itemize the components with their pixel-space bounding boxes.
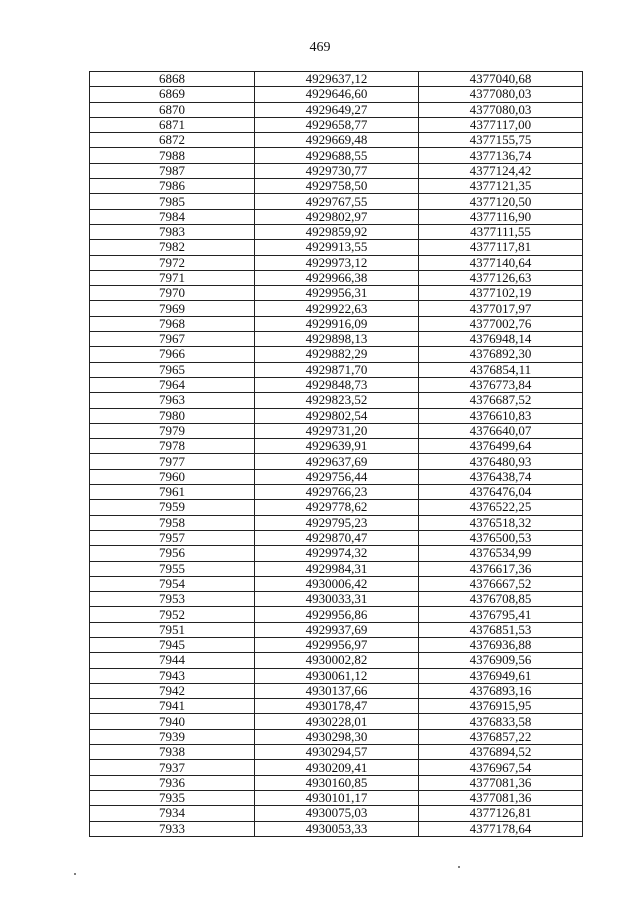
table-row [90,72,583,87]
coordinates-table [89,71,583,837]
x-coordinate-cell: 4929731,20 [255,423,419,438]
y-coordinate-cell: 4376892,30 [419,347,583,362]
point-number-cell: 7957 [90,530,255,545]
y-coordinate-cell: 4376915,95 [419,699,583,714]
y-coordinate-cell: 4377140,64 [419,255,583,270]
y-coordinate-cell: 4376857,22 [419,729,583,744]
x-coordinate-cell: 4930228,01 [255,714,419,729]
point-number-cell: 7984 [90,209,255,224]
y-coordinate-cell: 4377040,68 [419,72,583,87]
table-row [90,683,583,698]
x-coordinate-cell: 4929658,77 [255,117,419,132]
y-coordinate-cell: 4377155,75 [419,133,583,148]
x-coordinate-cell: 4930053,33 [255,821,419,836]
table-row [90,760,583,775]
point-number-cell: 7971 [90,270,255,285]
x-coordinate-cell: 4929730,77 [255,163,419,178]
table-row [90,515,583,530]
point-number-cell: 7941 [90,699,255,714]
x-coordinate-cell: 4929956,31 [255,286,419,301]
point-number-cell: 7982 [90,240,255,255]
y-coordinate-cell: 4377116,90 [419,209,583,224]
x-coordinate-cell: 4929639,91 [255,439,419,454]
point-number-cell: 7936 [90,775,255,790]
table-row [90,408,583,423]
point-number-cell: 7954 [90,576,255,591]
table-row [90,224,583,239]
point-number-cell: 6869 [90,87,255,102]
point-number-cell: 7955 [90,561,255,576]
x-coordinate-cell: 4929937,69 [255,622,419,637]
x-coordinate-cell: 4929859,92 [255,224,419,239]
point-number-cell: 7988 [90,148,255,163]
table-row [90,316,583,331]
table-row [90,194,583,209]
table-row [90,347,583,362]
point-number-cell: 7972 [90,255,255,270]
y-coordinate-cell: 4376518,32 [419,515,583,530]
x-coordinate-cell: 4930137,66 [255,683,419,698]
x-coordinate-cell: 4929688,55 [255,148,419,163]
y-coordinate-cell: 4376534,99 [419,546,583,561]
point-number-cell: 7985 [90,194,255,209]
table-row [90,561,583,576]
table-row [90,729,583,744]
point-number-cell: 7963 [90,393,255,408]
x-coordinate-cell: 4929871,70 [255,362,419,377]
y-coordinate-cell: 4376894,52 [419,745,583,760]
x-coordinate-cell: 4929758,50 [255,179,419,194]
table-row [90,255,583,270]
table-row [90,423,583,438]
x-coordinate-cell: 4929984,31 [255,561,419,576]
point-number-cell: 7935 [90,790,255,805]
coordinates-table-body [90,72,583,837]
scan-speck [458,866,460,868]
y-coordinate-cell: 4377117,00 [419,117,583,132]
x-coordinate-cell: 4929956,97 [255,637,419,652]
table-row [90,102,583,117]
table-row [90,775,583,790]
table-row [90,332,583,347]
y-coordinate-cell: 4376854,11 [419,362,583,377]
y-coordinate-cell: 4376640,07 [419,423,583,438]
point-number-cell: 7951 [90,622,255,637]
y-coordinate-cell: 4376893,16 [419,683,583,698]
table-row [90,576,583,591]
table-row [90,653,583,668]
y-coordinate-cell: 4376499,64 [419,439,583,454]
point-number-cell: 6872 [90,133,255,148]
x-coordinate-cell: 4929882,29 [255,347,419,362]
table-row [90,485,583,500]
table-row [90,607,583,622]
point-number-cell: 6870 [90,102,255,117]
table-row [90,622,583,637]
point-number-cell: 7953 [90,592,255,607]
table-row [90,668,583,683]
y-coordinate-cell: 4376936,88 [419,637,583,652]
table-row [90,240,583,255]
y-coordinate-cell: 4377120,50 [419,194,583,209]
table-row [90,133,583,148]
table-row [90,163,583,178]
x-coordinate-cell: 4930101,17 [255,790,419,805]
x-coordinate-cell: 4929973,12 [255,255,419,270]
x-coordinate-cell: 4929669,48 [255,133,419,148]
table-row [90,806,583,821]
x-coordinate-cell: 4929756,44 [255,469,419,484]
table-row [90,821,583,836]
x-coordinate-cell: 4930061,12 [255,668,419,683]
x-coordinate-cell: 4929802,54 [255,408,419,423]
x-coordinate-cell: 4929637,12 [255,72,419,87]
point-number-cell: 6871 [90,117,255,132]
table-row [90,117,583,132]
y-coordinate-cell: 4377017,97 [419,301,583,316]
y-coordinate-cell: 4377117,81 [419,240,583,255]
y-coordinate-cell: 4377080,03 [419,87,583,102]
point-number-cell: 7969 [90,301,255,316]
table-row [90,286,583,301]
table-row [90,377,583,392]
y-coordinate-cell: 4376967,54 [419,760,583,775]
x-coordinate-cell: 4929966,38 [255,270,419,285]
x-coordinate-cell: 4929922,63 [255,301,419,316]
y-coordinate-cell: 4376522,25 [419,500,583,515]
table-row [90,301,583,316]
table-row [90,393,583,408]
x-coordinate-cell: 4929956,86 [255,607,419,622]
x-coordinate-cell: 4930160,85 [255,775,419,790]
point-number-cell: 7977 [90,454,255,469]
point-number-cell: 7961 [90,485,255,500]
table-row [90,87,583,102]
point-number-cell: 7986 [90,179,255,194]
table-row [90,745,583,760]
point-number-cell: 7960 [90,469,255,484]
y-coordinate-cell: 4376438,74 [419,469,583,484]
point-number-cell: 7938 [90,745,255,760]
x-coordinate-cell: 4929974,32 [255,546,419,561]
y-coordinate-cell: 4377126,81 [419,806,583,821]
scan-speck [74,873,76,875]
table-row [90,362,583,377]
y-coordinate-cell: 4377136,74 [419,148,583,163]
point-number-cell: 7933 [90,821,255,836]
point-number-cell: 7965 [90,362,255,377]
y-coordinate-cell: 4376480,93 [419,454,583,469]
x-coordinate-cell: 4929767,55 [255,194,419,209]
y-coordinate-cell: 4377002,76 [419,316,583,331]
x-coordinate-cell: 4929646,60 [255,87,419,102]
y-coordinate-cell: 4376773,84 [419,377,583,392]
table-row [90,500,583,515]
y-coordinate-cell: 4376851,53 [419,622,583,637]
x-coordinate-cell: 4930298,30 [255,729,419,744]
x-coordinate-cell: 4930002,82 [255,653,419,668]
table-row [90,546,583,561]
table-row [90,530,583,545]
x-coordinate-cell: 4929778,62 [255,500,419,515]
y-coordinate-cell: 4377124,42 [419,163,583,178]
y-coordinate-cell: 4377081,36 [419,775,583,790]
point-number-cell: 7944 [90,653,255,668]
point-number-cell: 7945 [90,637,255,652]
x-coordinate-cell: 4929649,27 [255,102,419,117]
y-coordinate-cell: 4376909,56 [419,653,583,668]
point-number-cell: 7967 [90,332,255,347]
point-number-cell: 7966 [90,347,255,362]
table-row [90,209,583,224]
table-row [90,270,583,285]
point-number-cell: 7959 [90,500,255,515]
point-number-cell: 7937 [90,760,255,775]
point-number-cell: 7952 [90,607,255,622]
x-coordinate-cell: 4930178,47 [255,699,419,714]
page-number: 469 [309,40,331,55]
point-number-cell: 7942 [90,683,255,698]
x-coordinate-cell: 4930006,42 [255,576,419,591]
y-coordinate-cell: 4377081,36 [419,790,583,805]
y-coordinate-cell: 4376667,52 [419,576,583,591]
point-number-cell: 7968 [90,316,255,331]
y-coordinate-cell: 4377126,63 [419,270,583,285]
y-coordinate-cell: 4376617,36 [419,561,583,576]
point-number-cell: 6868 [90,72,255,87]
y-coordinate-cell: 4376610,83 [419,408,583,423]
point-number-cell: 7980 [90,408,255,423]
point-number-cell: 7983 [90,224,255,239]
x-coordinate-cell: 4930033,31 [255,592,419,607]
x-coordinate-cell: 4929848,73 [255,377,419,392]
table-row [90,699,583,714]
x-coordinate-cell: 4930209,41 [255,760,419,775]
point-number-cell: 7958 [90,515,255,530]
y-coordinate-cell: 4376833,58 [419,714,583,729]
y-coordinate-cell: 4376949,61 [419,668,583,683]
x-coordinate-cell: 4929898,13 [255,332,419,347]
point-number-cell: 7987 [90,163,255,178]
y-coordinate-cell: 4376500,53 [419,530,583,545]
x-coordinate-cell: 4930294,57 [255,745,419,760]
table-row [90,454,583,469]
table-row [90,790,583,805]
y-coordinate-cell: 4376687,52 [419,393,583,408]
point-number-cell: 7978 [90,439,255,454]
x-coordinate-cell: 4929795,23 [255,515,419,530]
point-number-cell: 7939 [90,729,255,744]
table-row [90,179,583,194]
point-number-cell: 7956 [90,546,255,561]
y-coordinate-cell: 4377102,19 [419,286,583,301]
point-number-cell: 7964 [90,377,255,392]
table-row [90,148,583,163]
x-coordinate-cell: 4929637,69 [255,454,419,469]
y-coordinate-cell: 4377121,35 [419,179,583,194]
x-coordinate-cell: 4929766,23 [255,485,419,500]
x-coordinate-cell: 4929870,47 [255,530,419,545]
table-row [90,592,583,607]
point-number-cell: 7970 [90,286,255,301]
x-coordinate-cell: 4929913,55 [255,240,419,255]
y-coordinate-cell: 4376795,41 [419,607,583,622]
x-coordinate-cell: 4929802,97 [255,209,419,224]
y-coordinate-cell: 4376476,04 [419,485,583,500]
y-coordinate-cell: 4376708,85 [419,592,583,607]
point-number-cell: 7940 [90,714,255,729]
point-number-cell: 7979 [90,423,255,438]
table-row [90,637,583,652]
y-coordinate-cell: 4377178,64 [419,821,583,836]
x-coordinate-cell: 4930075,03 [255,806,419,821]
table-row [90,439,583,454]
y-coordinate-cell: 4377111,55 [419,224,583,239]
x-coordinate-cell: 4929916,09 [255,316,419,331]
x-coordinate-cell: 4929823,52 [255,393,419,408]
table-row [90,469,583,484]
y-coordinate-cell: 4377080,03 [419,102,583,117]
y-coordinate-cell: 4376948,14 [419,332,583,347]
table-row [90,714,583,729]
point-number-cell: 7934 [90,806,255,821]
point-number-cell: 7943 [90,668,255,683]
